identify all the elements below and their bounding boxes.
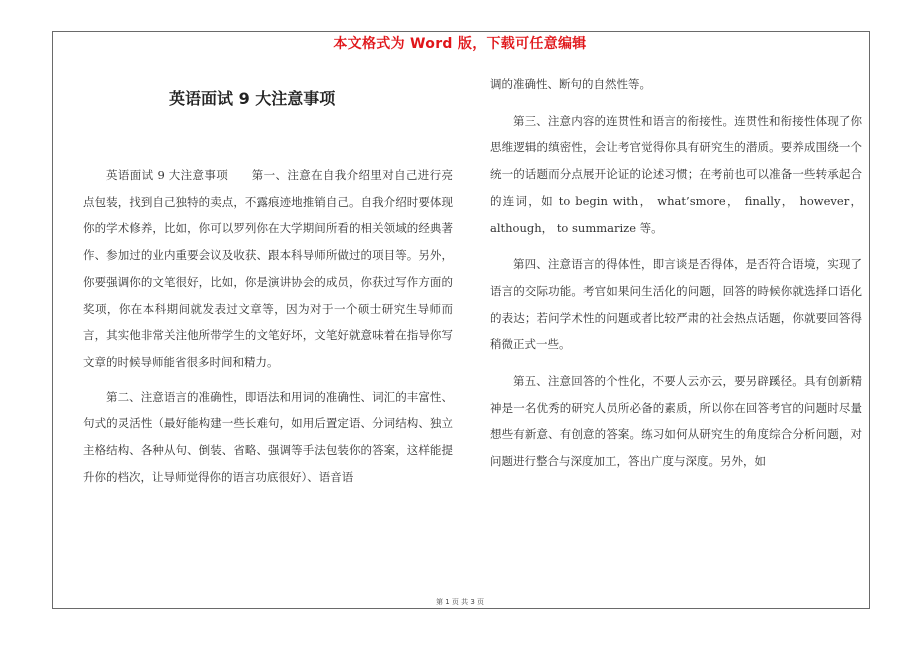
paragraph-third: 第三、注意内容的连贯性和语言的衔接性。连贯性和衔接性体现了你思维逻辑的缜密性，会让考官觉得你具有研究生的潜质。要养成围绕一个统一的话题而分点展开论证的论述习惯；在考前也可以准备一些转承起合的连词，如 to begin with， what’smore， finally， however，although， to summarize 等。 — [490, 113, 862, 235]
paragraph-fourth: 第四、注意语言的得体性，即言谈是否得体，是否符合语境，实现了语言的交际功能。考官如果问生活化的问题，回答的時候你就选择口语化的表达；若问学术性的问题或者比较严肃的社会热点话题，你就要回答得稍微正式一些。 — [490, 257, 862, 352]
paragraph-fifth: 第五、注意回答的个性化，不要人云亦云，要另辟蹊径。具有创新精神是一名优秀的研究人员所必备的素质，所以你在回答考官的问题时尽量想些有新意、有创意的答案。练习如何从研究生的角度综合分析问题，对问题进行整合与深度加工，答出广度与深度。另外，如 — [490, 374, 862, 469]
format-banner: 本文格式为 Word 版，下载可任意编辑 — [333, 36, 587, 52]
right-column — [490, 71, 862, 485]
paragraph-second: 第二、注意语言的准确性，即语法和用词的准确性、词汇的丰富性、句式的灵活性（最好能构建一些长难句，如用后置定语、分词结构、独立主格结构、各种从句、倒装、省略、强调等手法包装你的答案，这样能提升你的档次，让导师觉得你的语言功底很好）、语音语 — [83, 389, 453, 484]
paragraph-intro-first: 英语面试 9 大注意事项 第一、注意在自我介绍里对自己进行亮点包装，找到自己独特的卖点，不露痕迹地推销自己。自我介绍时要体现你的学术修养，比如，你可以罗列你在大学期间所看的相关领域的经典著作、参加过的业内重要会议及收获、跟本科导师所做过的项目等。另外，你要强调你的文笔很好，比如，你是演讲协会的成员，你获过写作方面的奖项，你在本科期间就发表过文章等，因为对于一个硕士研究生导师而言，其实他非常关注他所带学生的文笔好坏，文笔好就意味着在指导你写文章的时候导师能省很多时间和精力。 — [83, 168, 453, 369]
document-title: 英语面试 9 大注意事项 — [169, 89, 336, 108]
page-footer: 第 1 页 共 3 页 — [435, 598, 485, 606]
left-column — [83, 162, 453, 498]
paragraph-second-continued: 调的准确性、断句的自然性等。 — [490, 77, 651, 91]
